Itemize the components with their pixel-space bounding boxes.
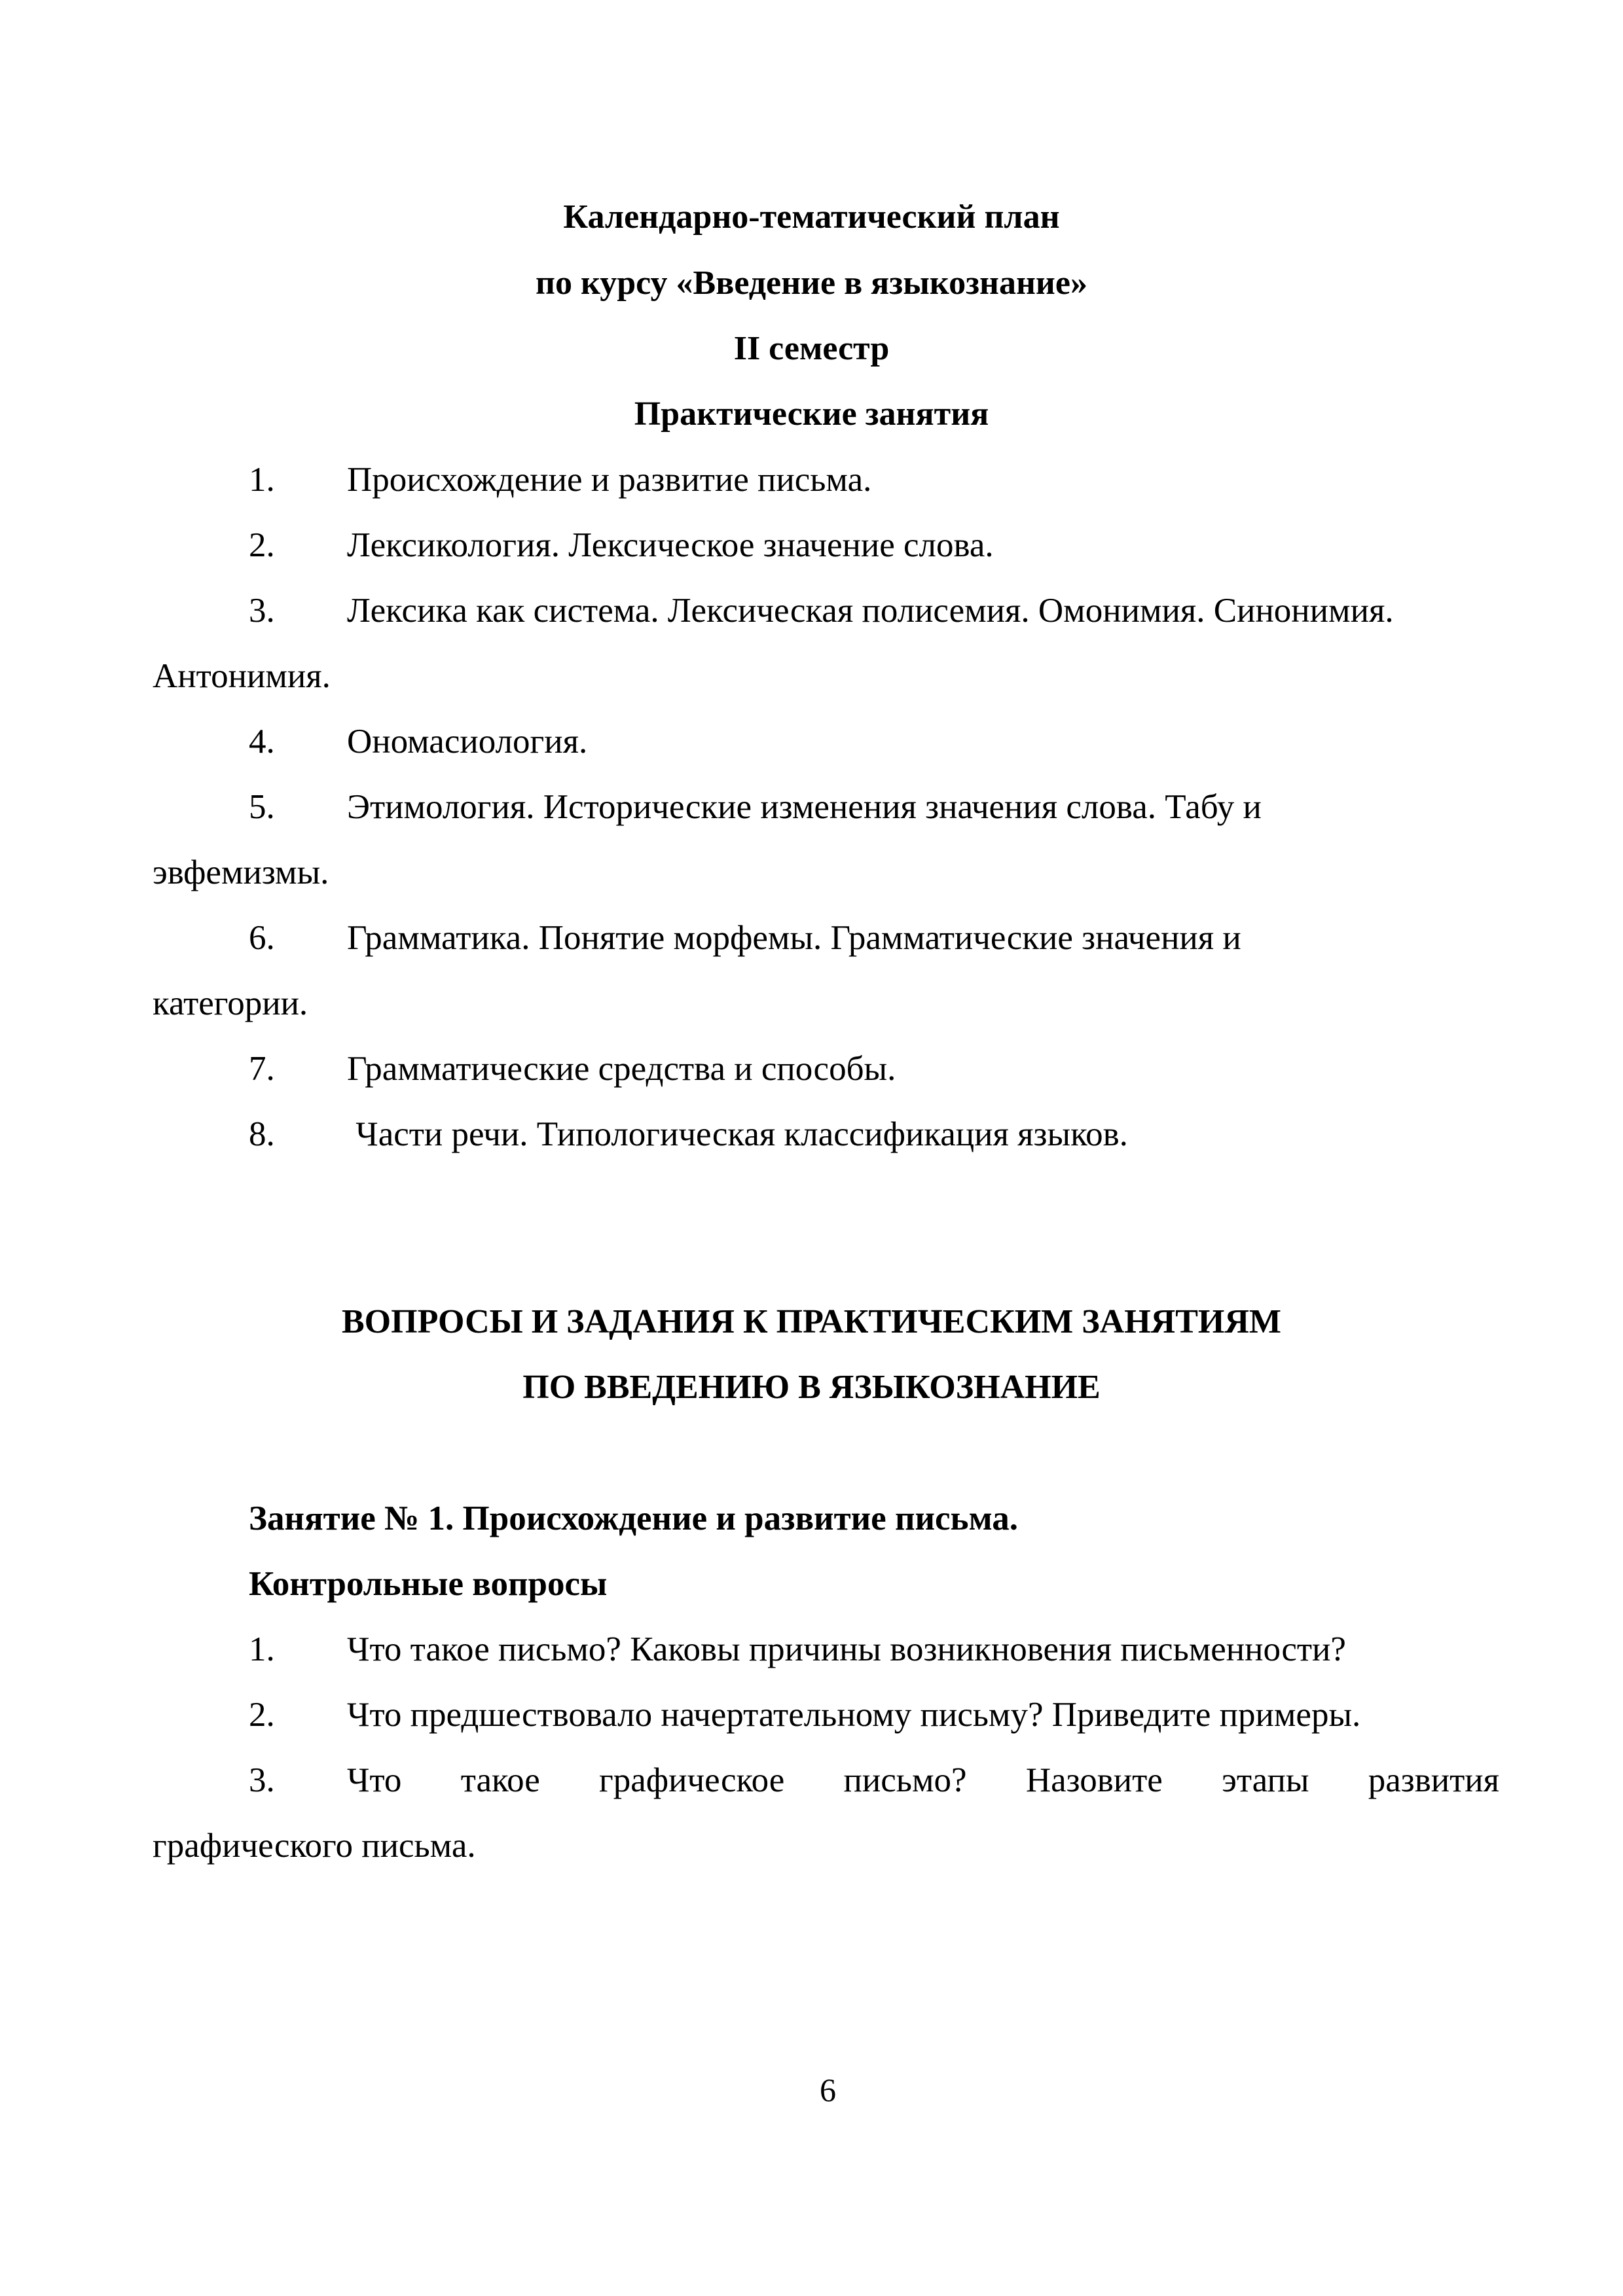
list-item-continuation: эвфемизмы.: [153, 853, 329, 891]
list-item: Происхождение и развитие письма.: [347, 461, 872, 499]
list-item: Лексикология. Лексическое значение слова.: [347, 526, 994, 564]
list-item: Грамматические средства и способы.: [347, 1050, 896, 1088]
lesson-title: Занятие № 1. Происхождение и развитие письма.: [249, 1499, 1019, 1537]
plan-subtitle: по курсу «Введение в языкознание»: [536, 264, 1087, 302]
list-item-number: 7.: [249, 1050, 275, 1088]
word: Что: [347, 1761, 402, 1799]
list-item: Этимология. Исторические изменения значения слова. Табу и: [347, 788, 1262, 826]
word: такое: [460, 1761, 540, 1799]
list-item-number: 4.: [249, 723, 275, 761]
semester-heading: II семестр: [733, 330, 890, 367]
list-item: Что такое письмо? Каковы причины возникновения письменности?: [347, 1630, 1346, 1668]
list-item-number: 3.: [249, 1761, 275, 1799]
section-heading: Практические занятия: [634, 395, 989, 433]
word: Назовите: [1025, 1761, 1163, 1799]
list-item-number: 1.: [249, 461, 275, 499]
word: развития: [1368, 1761, 1499, 1799]
control-questions-title: Контрольные вопросы: [249, 1565, 608, 1603]
list-item: Грамматика. Понятие морфемы. Грамматические значения и: [347, 919, 1241, 957]
list-item-number: 2.: [249, 526, 275, 564]
list-item: Лексика как система. Лексическая полисемия. Омонимия. Синонимия.: [347, 592, 1394, 630]
list-item-continuation: графического письма.: [153, 1827, 476, 1865]
questions-subtitle: ПО ВВЕДЕНИЮ В ЯЗЫКОЗНАНИЕ: [522, 1369, 1101, 1406]
list-item-number: 5.: [249, 788, 275, 826]
list-item: [347, 1761, 1499, 1800]
word: этапы: [1222, 1761, 1309, 1799]
list-item-number: 2.: [249, 1696, 275, 1734]
plan-title: Календарно-тематический план: [563, 198, 1060, 236]
list-item-continuation: Антонимия.: [153, 657, 331, 695]
list-item-number: 8.: [249, 1115, 275, 1153]
list-item: Части речи. Типологическая классификация языков.: [347, 1115, 1128, 1153]
word: графическое: [599, 1761, 785, 1799]
list-item-number: 1.: [249, 1630, 275, 1668]
list-item: Что предшествовало начертательному письму? Приведите примеры.: [347, 1696, 1361, 1734]
questions-title: ВОПРОСЫ И ЗАДАНИЯ К ПРАКТИЧЕСКИМ ЗАНЯТИЯМ: [341, 1303, 1281, 1340]
word: письмо?: [843, 1761, 967, 1799]
page-number: 6: [820, 2072, 836, 2108]
list-item-number: 3.: [249, 592, 275, 630]
list-item-continuation: категории.: [153, 984, 308, 1022]
list-item: Ономасиология.: [347, 723, 588, 761]
list-item-number: 6.: [249, 919, 275, 957]
